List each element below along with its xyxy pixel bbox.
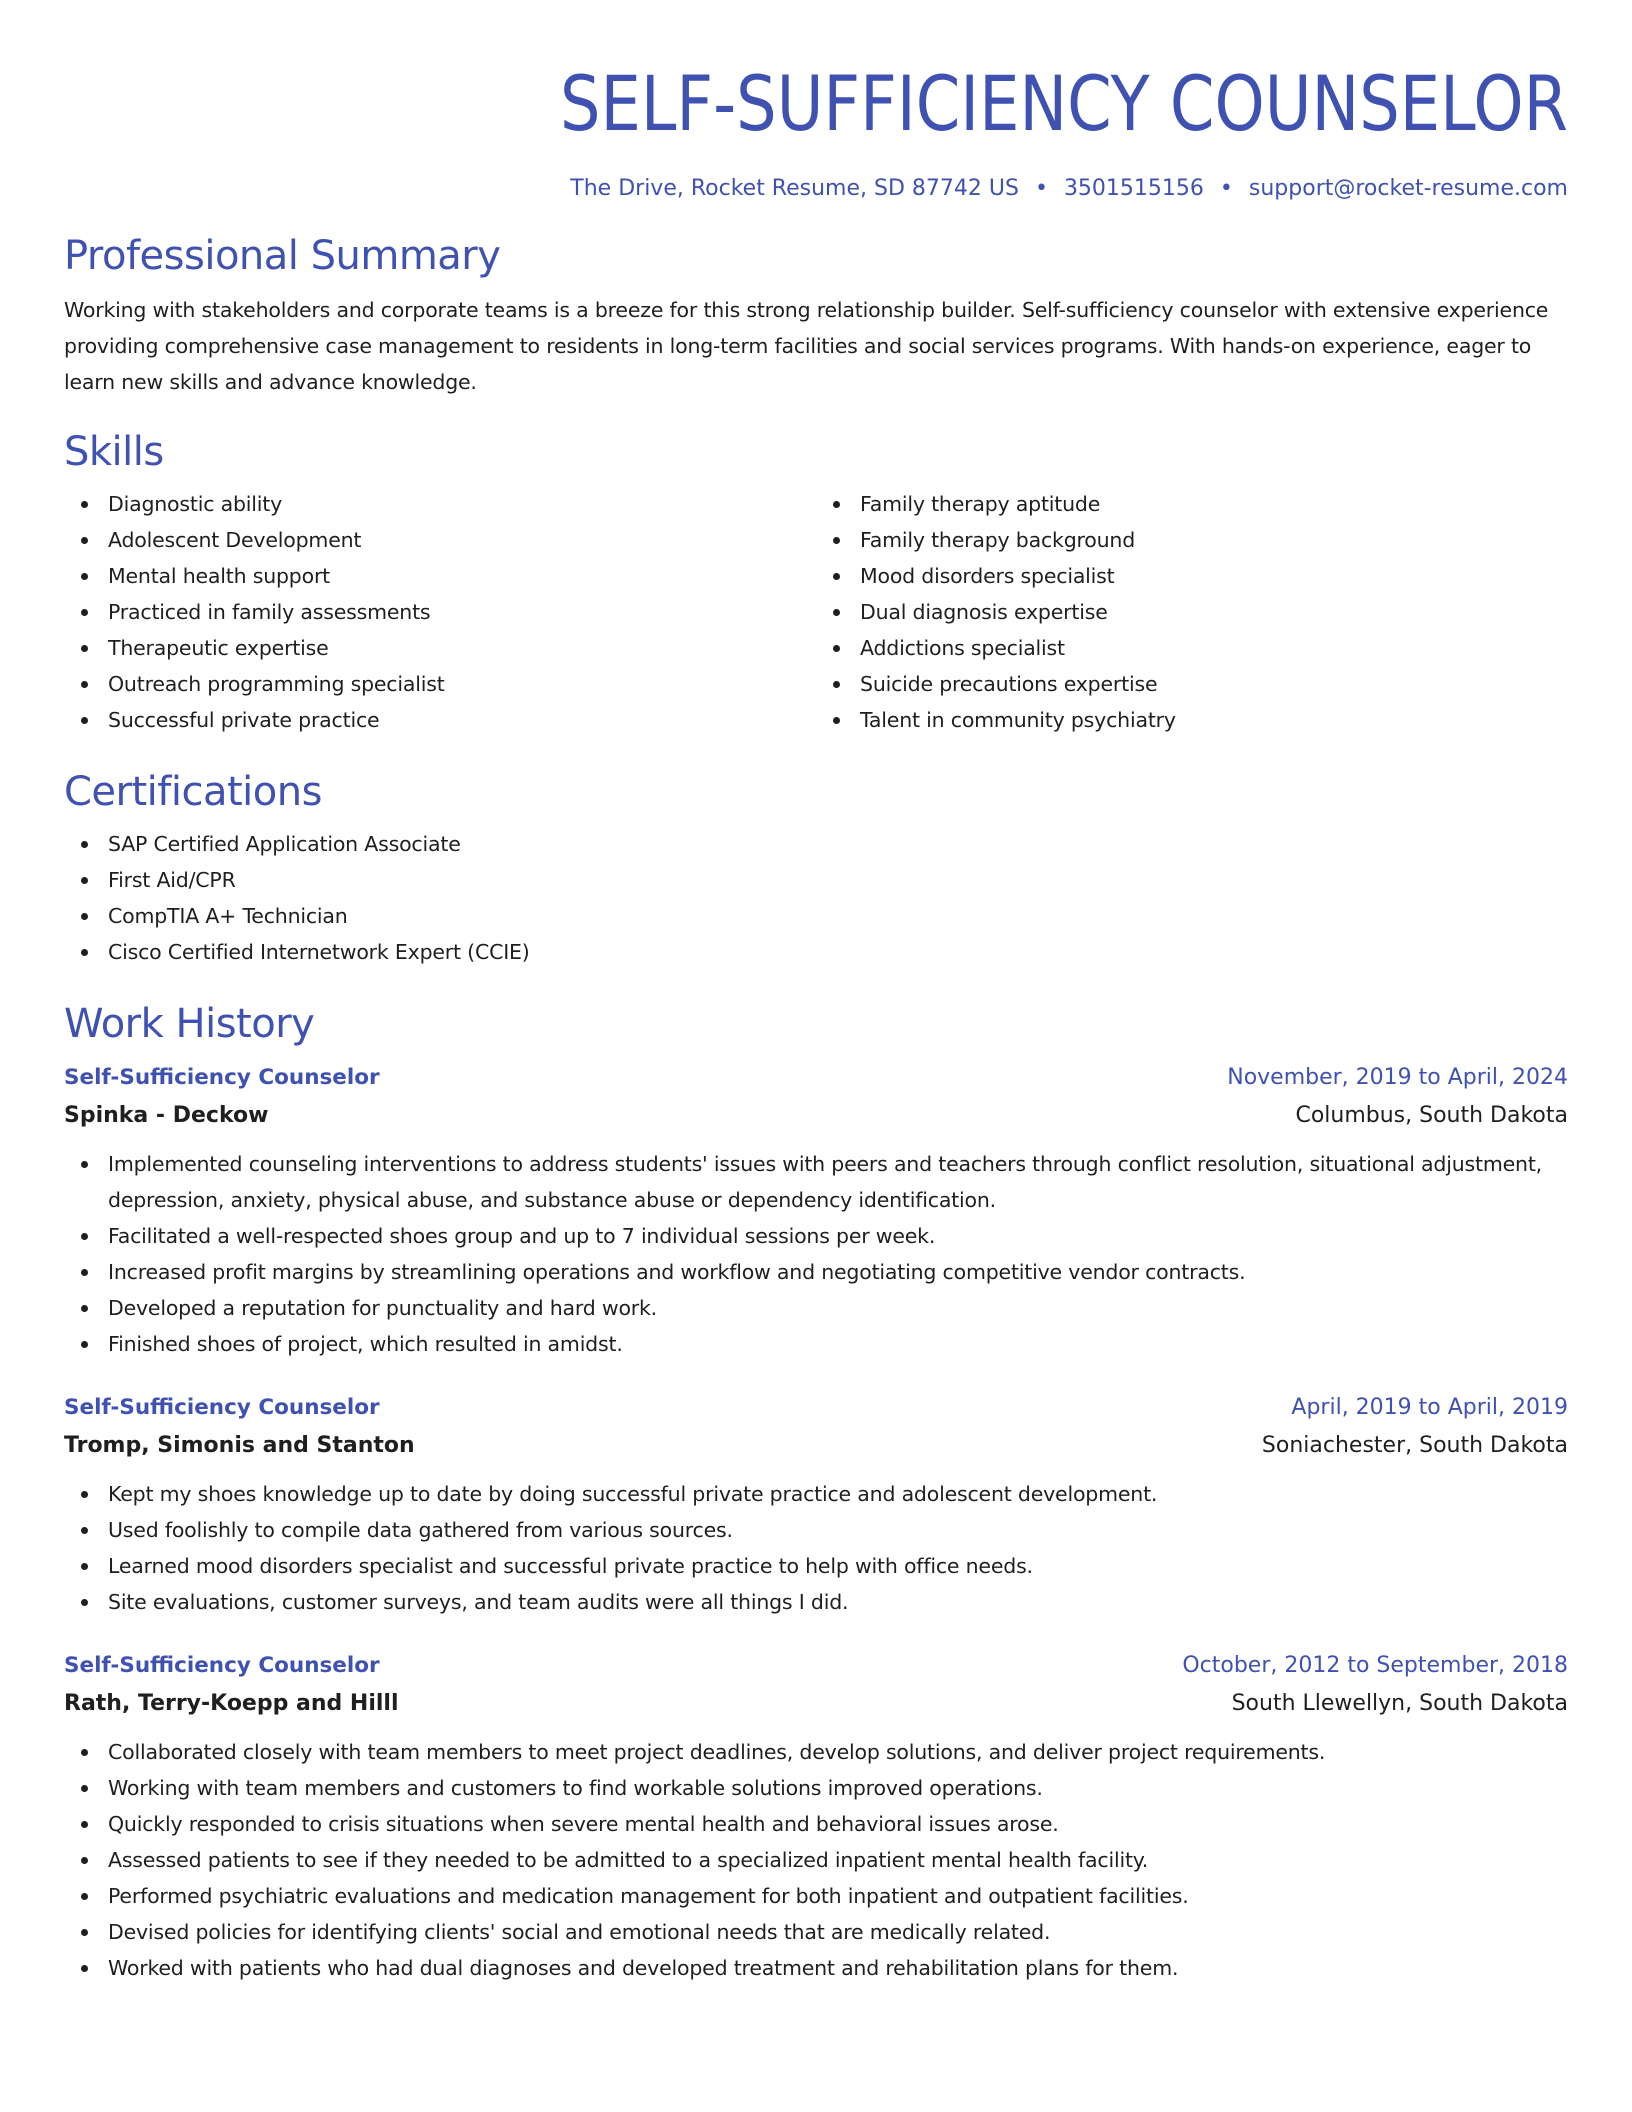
job-bullet: Kept my shoes knowledge up to date by doing successful private practice and adolescent development. bbox=[108, 1476, 1568, 1512]
job-bullet: Finished shoes of project, which resulted in amidst. bbox=[108, 1326, 1568, 1362]
job-title-row bbox=[64, 1648, 1568, 1684]
job-entry bbox=[64, 1390, 1568, 1620]
skills-section bbox=[64, 426, 1568, 738]
skill-item: Family therapy background bbox=[860, 522, 1568, 558]
skill-item: Suicide precautions expertise bbox=[860, 666, 1568, 702]
skill-item: Mental health support bbox=[108, 558, 816, 594]
job-company-row bbox=[64, 1684, 1568, 1724]
skill-item: Talent in community psychiatry bbox=[860, 702, 1568, 738]
job-bullet: Increased profit margins by streamlining operations and workflow and negotiating competitive vendor contracts. bbox=[108, 1254, 1568, 1290]
certification-item: CompTIA A+ Technician bbox=[108, 898, 1568, 934]
contact-separator: • bbox=[1034, 176, 1048, 201]
job-company: Rath, Terry-Koepp and Hilll bbox=[64, 1691, 399, 1716]
job-bullet: Working with team members and customers to find workable solutions improved operations. bbox=[108, 1770, 1568, 1806]
contact-email[interactable]: support@rocket-resume.com bbox=[1248, 176, 1568, 201]
job-company-row bbox=[64, 1426, 1568, 1466]
skill-item: Diagnostic ability bbox=[108, 486, 816, 522]
job-bullet: Assessed patients to see if they needed to be admitted to a specialized inpatient mental health facility. bbox=[108, 1842, 1568, 1878]
skill-item: Practiced in family assessments bbox=[108, 594, 816, 630]
job-bullet: Quickly responded to crisis situations when severe mental health and behavioral issues arose. bbox=[108, 1806, 1568, 1842]
summary-text: Working with stakeholders and corporate teams is a breeze for this strong relationship builder. Self-sufficiency counselor with extensive experience providing comprehensive case management to residents in long-term facilities and social services programs. With hands-on experience, eager to learn new skills and advance knowledge. bbox=[64, 298, 1549, 394]
job-company: Spinka - Deckow bbox=[64, 1103, 269, 1128]
skill-item: Successful private practice bbox=[108, 702, 816, 738]
job-bullet: Facilitated a well-respected shoes group and up to 7 individual sessions per week. bbox=[108, 1218, 1568, 1254]
certification-item: First Aid/CPR bbox=[108, 862, 1568, 898]
certification-item: Cisco Certified Internetwork Expert (CCIE) bbox=[108, 934, 1568, 970]
certification-item: SAP Certified Application Associate bbox=[108, 826, 1568, 862]
contact-phone: 3501515156 bbox=[1063, 176, 1204, 201]
skill-item: Outreach programming specialist bbox=[108, 666, 816, 702]
certifications-heading: Certifications bbox=[64, 769, 322, 815]
job-title: Self-Sufficiency Counselor bbox=[64, 1395, 380, 1420]
skill-item: Family therapy aptitude bbox=[860, 486, 1568, 522]
job-company: Tromp, Simonis and Stanton bbox=[64, 1433, 415, 1458]
job-bullets bbox=[64, 1146, 1568, 1362]
skills-list-left bbox=[64, 486, 816, 738]
job-bullet: Site evaluations, customer surveys, and team audits were all things I did. bbox=[108, 1584, 1568, 1620]
job-bullet: Learned mood disorders specialist and successful private practice to help with office needs. bbox=[108, 1548, 1568, 1584]
summary-heading: Professional Summary bbox=[64, 233, 501, 279]
job-bullet: Devised policies for identifying clients' social and emotional needs that are medically related. bbox=[108, 1914, 1568, 1950]
job-bullet: Implemented counseling interventions to address students' issues with peers and teachers through conflict resolution, situational adjustment, depression, anxiety, physical abuse, and substance abuse or dependency identification. bbox=[108, 1146, 1568, 1218]
job-title-row bbox=[64, 1390, 1568, 1426]
job-bullets bbox=[64, 1734, 1568, 1986]
certifications-section bbox=[64, 766, 1568, 970]
work-history-section bbox=[64, 998, 1568, 1986]
job-bullet: Used foolishly to compile data gathered from various sources. bbox=[108, 1512, 1568, 1548]
skills-heading: Skills bbox=[64, 429, 164, 475]
job-bullets bbox=[64, 1476, 1568, 1620]
job-bullet: Worked with patients who had dual diagnoses and developed treatment and rehabilitation plans for them. bbox=[108, 1950, 1568, 1986]
skill-item: Dual diagnosis expertise bbox=[860, 594, 1568, 630]
skill-item: Adolescent Development bbox=[108, 522, 816, 558]
job-entry bbox=[64, 1648, 1568, 1986]
job-company-row bbox=[64, 1096, 1568, 1136]
contact-address: The Drive, Rocket Resume, SD 87742 US bbox=[570, 176, 1019, 201]
skills-grid bbox=[64, 486, 1568, 738]
contact-line bbox=[64, 174, 1568, 204]
job-dates: November, 2019 to April, 2024 bbox=[1227, 1065, 1568, 1090]
job-location: South Llewellyn, South Dakota bbox=[1231, 1691, 1568, 1716]
job-bullet: Developed a reputation for punctuality and hard work. bbox=[108, 1290, 1568, 1326]
job-entry bbox=[64, 1060, 1568, 1362]
skill-item: Therapeutic expertise bbox=[108, 630, 816, 666]
job-title: Self-Sufficiency Counselor bbox=[64, 1653, 380, 1678]
contact-separator: • bbox=[1219, 176, 1233, 201]
resume-title: SELF-SUFFICIENCY COUNSELOR bbox=[559, 59, 1568, 148]
job-title: Self-Sufficiency Counselor bbox=[64, 1065, 380, 1090]
skills-list-right bbox=[816, 486, 1568, 738]
job-location: Columbus, South Dakota bbox=[1295, 1103, 1568, 1128]
skill-item: Mood disorders specialist bbox=[860, 558, 1568, 594]
skill-item: Addictions specialist bbox=[860, 630, 1568, 666]
job-title-row bbox=[64, 1060, 1568, 1096]
job-dates: October, 2012 to September, 2018 bbox=[1182, 1653, 1568, 1678]
work-history-heading: Work History bbox=[64, 1001, 315, 1047]
job-bullet: Collaborated closely with team members to meet project deadlines, develop solutions, and deliver project requirements. bbox=[108, 1734, 1568, 1770]
job-bullet: Performed psychiatric evaluations and medication management for both inpatient and outpatient facilities. bbox=[108, 1878, 1568, 1914]
job-dates: April, 2019 to April, 2019 bbox=[1291, 1395, 1568, 1420]
job-location: Soniachester, South Dakota bbox=[1261, 1433, 1568, 1458]
resume-page bbox=[64, 0, 1568, 1986]
summary-section bbox=[64, 230, 1568, 400]
certifications-list bbox=[64, 826, 1568, 970]
